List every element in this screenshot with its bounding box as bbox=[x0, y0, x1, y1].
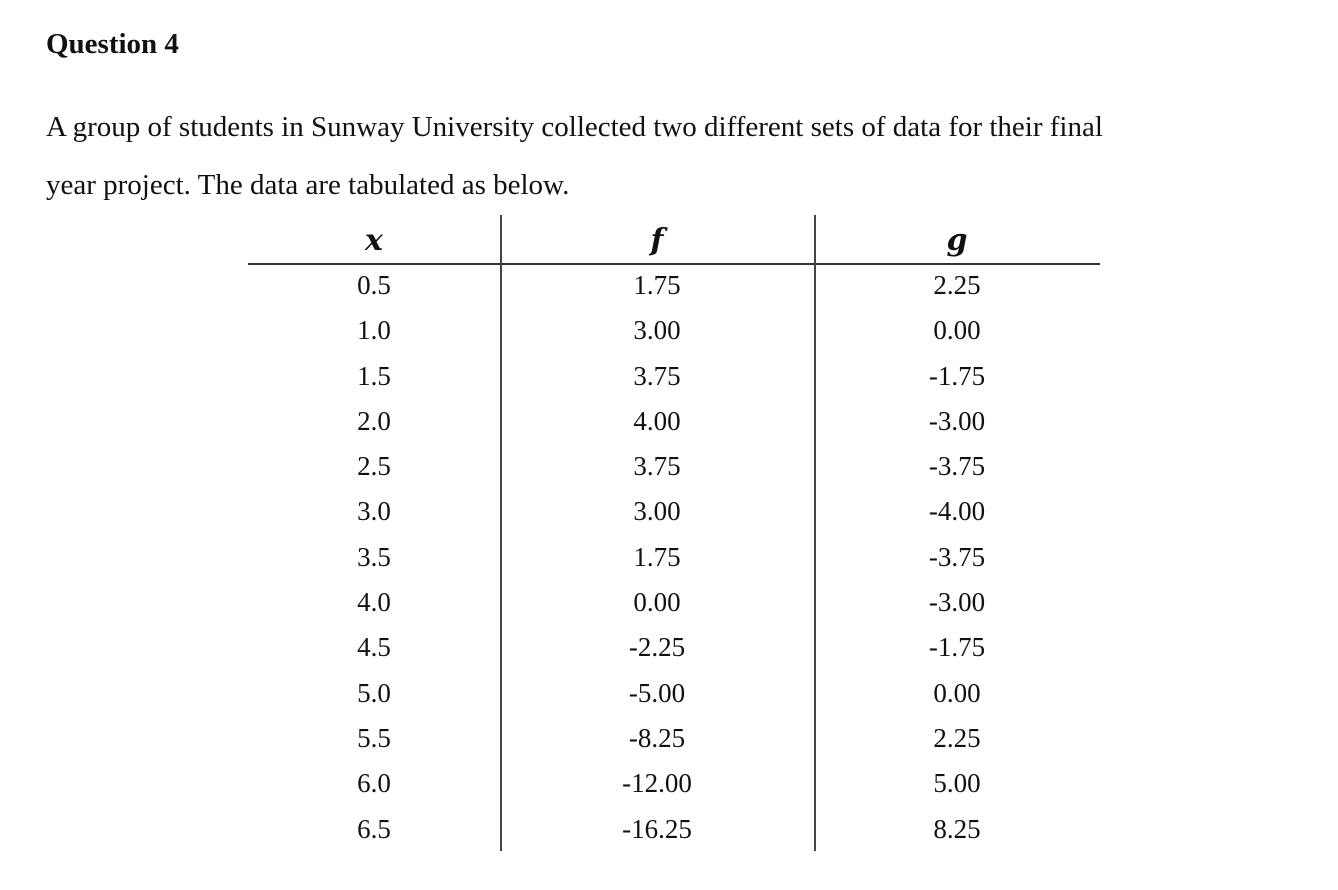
table-row bbox=[248, 308, 1100, 353]
cell-g: 0.00 bbox=[933, 677, 981, 708]
cell-f: 4.00 bbox=[633, 405, 681, 436]
cell-x: 3.5 bbox=[357, 541, 391, 572]
cell-g: 5.00 bbox=[933, 768, 981, 799]
cell-f: 3.75 bbox=[633, 451, 681, 482]
question-text bbox=[46, 98, 1316, 214]
table-row bbox=[248, 807, 1100, 852]
cell-x: 2.0 bbox=[357, 405, 391, 436]
table-row bbox=[248, 580, 1100, 625]
question-title: Question 4 bbox=[46, 28, 179, 60]
cell-f: -12.00 bbox=[622, 768, 692, 799]
cell-x: 5.0 bbox=[357, 677, 391, 708]
cell-x: 4.0 bbox=[357, 587, 391, 618]
cell-g: 2.25 bbox=[933, 270, 981, 300]
cell-x: 2.5 bbox=[357, 451, 391, 482]
table-row bbox=[248, 399, 1100, 444]
table-row bbox=[248, 444, 1100, 489]
table-row bbox=[248, 716, 1100, 761]
cell-g: -1.75 bbox=[928, 360, 986, 391]
cell-f: 1.75 bbox=[633, 541, 681, 572]
cell-f: 3.75 bbox=[633, 360, 681, 391]
cell-f: -16.25 bbox=[622, 813, 692, 844]
question-text-line-2: year project. The data are tabulated as below. bbox=[46, 169, 570, 201]
table-row bbox=[248, 354, 1100, 399]
cell-x: 0.5 bbox=[357, 270, 391, 300]
cell-f: -8.25 bbox=[628, 722, 686, 753]
cell-g: -3.00 bbox=[928, 587, 986, 618]
cell-g: -3.75 bbox=[928, 541, 986, 572]
cell-x: 6.5 bbox=[357, 813, 391, 844]
table-row bbox=[248, 761, 1100, 806]
table-row bbox=[248, 263, 1100, 308]
cell-f: 3.00 bbox=[633, 315, 681, 346]
cell-g: -1.75 bbox=[928, 632, 986, 663]
cell-x: 3.0 bbox=[357, 496, 391, 527]
cell-g: -3.75 bbox=[928, 451, 986, 482]
data-table bbox=[248, 215, 1100, 855]
header-g: g bbox=[946, 223, 968, 258]
header-f: f bbox=[650, 223, 664, 258]
question-text-line-1: A group of students in Sunway University collected two different sets of data for their final bbox=[46, 111, 1103, 143]
cell-g: -4.00 bbox=[928, 496, 986, 527]
cell-f: -5.00 bbox=[628, 677, 686, 708]
cell-g: 2.25 bbox=[933, 722, 981, 753]
cell-f: -2.25 bbox=[628, 632, 686, 663]
table-row bbox=[248, 625, 1100, 670]
table-body bbox=[248, 263, 1100, 852]
cell-x: 1.5 bbox=[357, 360, 391, 391]
header-x: x bbox=[365, 223, 383, 258]
cell-g: 8.25 bbox=[933, 813, 981, 844]
table-header-row bbox=[248, 215, 1100, 265]
cell-x: 6.0 bbox=[357, 768, 391, 799]
cell-x: 1.0 bbox=[357, 315, 391, 346]
table-row bbox=[248, 671, 1100, 716]
cell-x: 5.5 bbox=[357, 722, 391, 753]
table-row bbox=[248, 489, 1100, 534]
cell-f: 3.00 bbox=[633, 496, 681, 527]
cell-g: -3.00 bbox=[928, 405, 986, 436]
cell-x: 4.5 bbox=[357, 632, 391, 663]
cell-g: 0.00 bbox=[933, 315, 981, 346]
cell-f: 0.00 bbox=[633, 587, 681, 618]
cell-f: 1.75 bbox=[633, 270, 681, 300]
table-row bbox=[248, 535, 1100, 580]
